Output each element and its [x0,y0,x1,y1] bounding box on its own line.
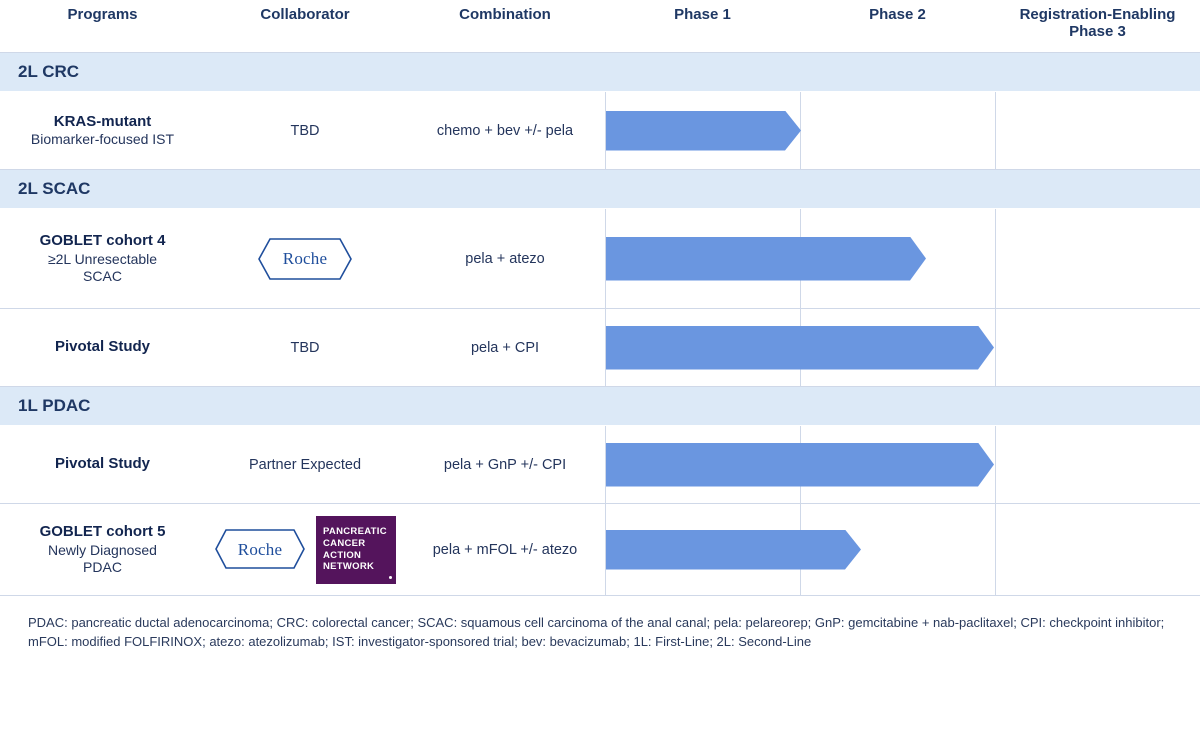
program-subtitle-line1: Newly Diagnosed [48,541,157,558]
row-collaborator: TBD [290,122,320,139]
phase3-label-line1: Registration-Enabling [1019,6,1176,23]
phase-2-cell [800,426,995,503]
row-program [0,504,205,595]
phase-3-cell [995,92,1200,169]
row-program [0,92,205,169]
row-program [0,426,205,503]
table-row [0,92,1200,170]
table-header [0,0,1200,52]
roche-logo [214,528,306,572]
table-row [0,209,1200,309]
program-title: GOBLET cohort 4 [39,232,166,250]
pipeline-grid [0,52,1200,596]
group-band-1l-pdac [0,387,1200,426]
row-phase-track [605,92,1200,169]
row-program [0,309,205,386]
program-title: GOBLET cohort 5 [39,523,166,541]
pancan-line3: ACTION [323,549,362,561]
phase-3-cell [995,309,1200,386]
group-band-2l-crc [0,53,1200,92]
table-row [0,309,1200,387]
table-row [0,504,1200,596]
phase-2-cell [800,209,995,308]
phase-3-cell [995,209,1200,308]
group-band-label: 2L CRC [18,62,80,81]
pancan-line4: NETWORK [323,561,375,573]
row-collaborator [205,209,405,308]
phase-2-cell [800,309,995,386]
group-band-label: 1L PDAC [18,396,91,415]
roche-logo [257,237,353,281]
group-band-label: 2L SCAC [18,179,91,198]
phase-1-cell [605,92,800,169]
column-header-phase-3 [995,6,1200,41]
row-phase-track [605,309,1200,386]
phase-3-cell [995,504,1200,595]
collaborator-logo-group [211,516,399,584]
row-combination: pela + GnP +/- CPI [443,456,567,473]
program-subtitle: Biomarker-focused IST [30,131,175,148]
program-subtitle-line2: SCAC [83,267,122,284]
column-header-combination: Combination [459,6,551,23]
group-band-2l-scac [0,170,1200,209]
row-combination: pela + CPI [470,339,540,356]
phase-3-cell [995,426,1200,503]
row-phase-track [605,426,1200,503]
program-title: KRAS-mutant [53,112,152,130]
row-combination: chemo + bev +/- pela [436,122,574,139]
phase-2-cell [800,504,995,595]
row-combination: pela + mFOL +/- atezo [432,541,578,558]
row-collaborator [205,504,405,595]
row-phase-track [605,209,1200,308]
pancan-logo [316,516,396,584]
table-row [0,426,1200,504]
pancan-line2: CANCER [323,537,366,549]
phase-1-cell [605,209,800,308]
column-header-programs: Programs [67,6,138,23]
phase-2-cell [800,92,995,169]
row-collaborator: Partner Expected [248,456,362,473]
footnote-abbreviations: PDAC: pancreatic ductal adenocarcinoma; CRC: colorectal cancer; SCAC: squamous cell carcinoma of the anal canal; pela: pelareorep; GnP: gemcitabine + nab-paclitaxel; CPI: checkpoint inhibitor; mFOL: modified FOLFIRINOX; atezo: atezolizumab; IST: investigator-sponsored trial; bev: bevacizumab; 1L: First-Line; 2L: Second-Line [28,615,1165,649]
row-collaborator: TBD [290,339,320,356]
program-title: Pivotal Study [54,338,151,356]
column-header-phase-1: Phase 1 [674,6,731,23]
program-title: Pivotal Study [54,455,151,473]
phase3-label-line2: Phase 3 [1069,23,1126,41]
phase-1-cell [605,309,800,386]
row-phase-track [605,504,1200,595]
row-program [0,209,205,308]
pancan-dot-icon [389,576,392,579]
roche-wordmark: Roche [282,248,328,268]
program-subtitle-line2: PDAC [83,558,122,575]
column-header-phase-2: Phase 2 [869,6,926,23]
phase-1-cell [605,504,800,595]
column-header-collaborator: Collaborator [260,6,350,23]
roche-wordmark: Roche [237,539,283,559]
program-subtitle-line1: ≥2L Unresectable [47,250,158,267]
row-combination: pela + atezo [465,250,545,267]
pancan-line1: PANCREATIC [323,525,387,537]
phase-1-cell [605,426,800,503]
